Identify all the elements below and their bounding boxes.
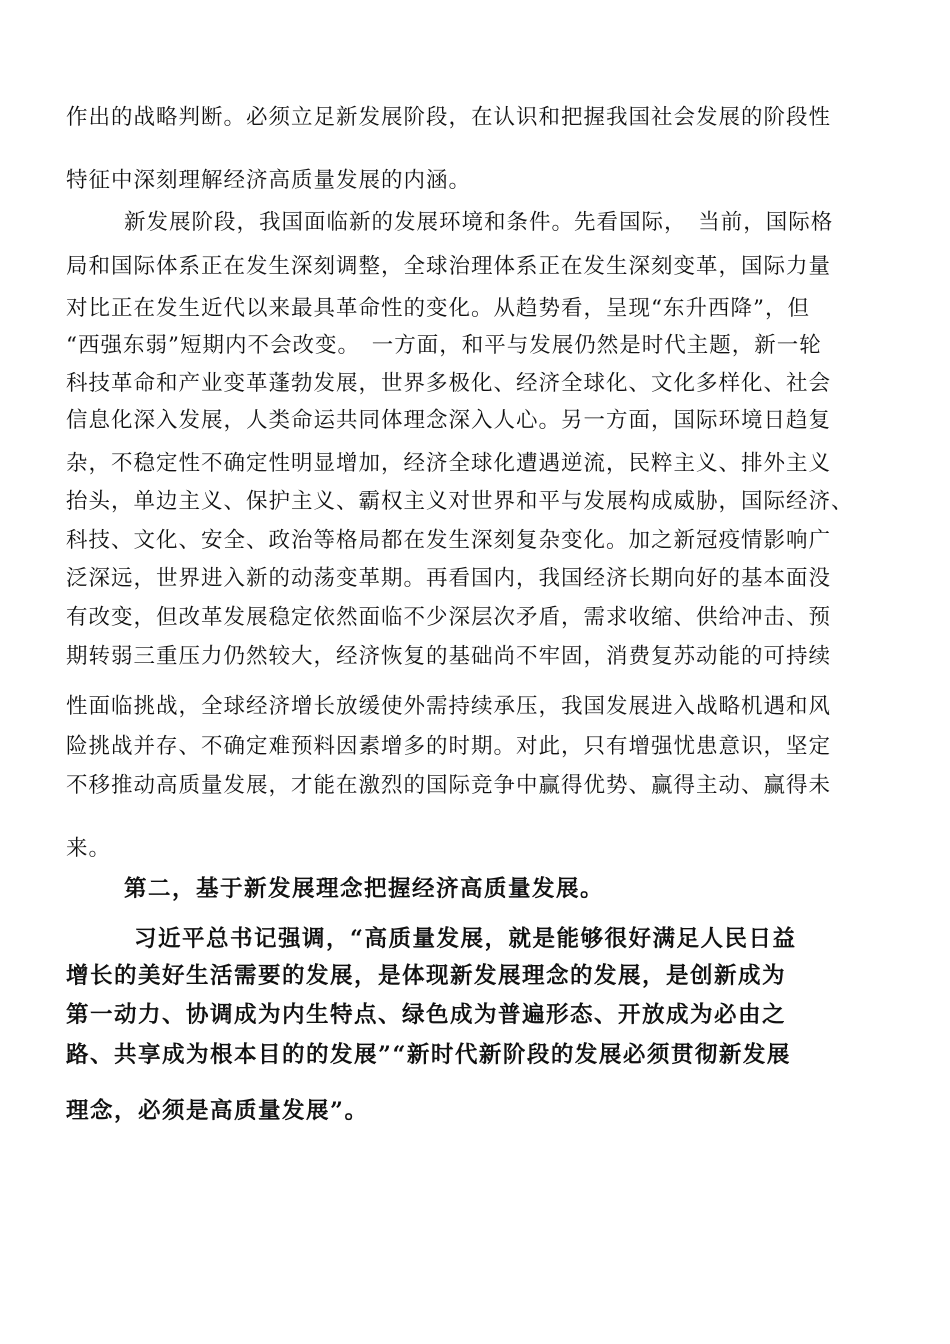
section-heading: 第二，基于新发展理念把握经济高质量发展。	[124, 876, 605, 902]
text-line: 险挑战并存、不确定难预料因素增多的时期。对此，只有增强忧患意识，坚定	[66, 734, 832, 759]
bold-text-line: 路、共享成为根本目的的发展”“新时代新阶段的发展必须贯彻新发展	[66, 1042, 791, 1068]
text-line: 性面临挑战，全球经济增长放缓使外需持续承压，我国发展进入战略机遇和风	[66, 694, 832, 719]
text-line: 信息化深入发展，人类命运共同体理念深入人心。另一方面，国际环境日趋复	[66, 408, 832, 433]
text-line: 不移推动高质量发展，才能在激烈的国际竞争中赢得优势、赢得主动、赢得未	[66, 773, 832, 798]
text-line: 杂，不稳定性不确定性明显增加，经济全球化遭遇逆流，民粹主义、排外主义	[66, 451, 832, 476]
text-line: 对比正在发生近代以来最具革命性的变化。从趋势看，呈现“东升西降”，但	[66, 296, 810, 321]
bold-text-line: 习近平总书记强调，“高质量发展，就是能够很好满足人民日益	[134, 926, 797, 952]
text-line: 来。	[66, 836, 112, 861]
text-line: 抬头，单边主义、保护主义、霸权主义对世界和平与发展构成威胁，国际经济、	[66, 489, 854, 514]
text-line: 泛深远，世界进入新的动荡变革期。再看国内，我国经济长期向好的基本面没	[66, 566, 832, 591]
text-line: 科技、文化、安全、政治等格局都在发生深刻复杂变化。加之新冠疫情影响广	[66, 528, 832, 553]
bold-text-line: 增长的美好生活需要的发展，是体现新发展理念的发展，是创新成为	[66, 963, 787, 989]
text-line: “西强东弱”短期内不会改变。 一方面，和平与发展仍然是时代主题，新一轮	[66, 333, 822, 358]
text-line: 科技革命和产业变革蓬勃发展，世界多极化、经济全球化、文化多样化、社会	[66, 371, 832, 396]
bold-text-line: 理念，必须是高质量发展”。	[66, 1098, 369, 1124]
bold-text-line: 第一动力、协调成为内生特点、绿色成为普遍形态、开放成为必由之	[66, 1002, 787, 1028]
text-line: 有改变，但改革发展稳定依然面临不少深层次矛盾，需求收缩、供给冲击、预	[66, 605, 832, 630]
text-line: 作出的战略判断。必须立足新发展阶段，在认识和把握我国社会发展的阶段性	[66, 105, 832, 130]
text-line: 特征中深刻理解经济高质量发展的内涵。	[66, 168, 472, 193]
text-line: 期转弱三重压力仍然较大，经济恢复的基础尚不牢固，消费复苏动能的可持续	[66, 644, 832, 669]
text-line: 新发展阶段，我国面临新的发展环境和条件。先看国际， 当前，国际格	[124, 210, 834, 235]
text-line: 局和国际体系正在发生深刻调整，全球治理体系正在发生深刻变革，国际力量	[66, 254, 832, 279]
